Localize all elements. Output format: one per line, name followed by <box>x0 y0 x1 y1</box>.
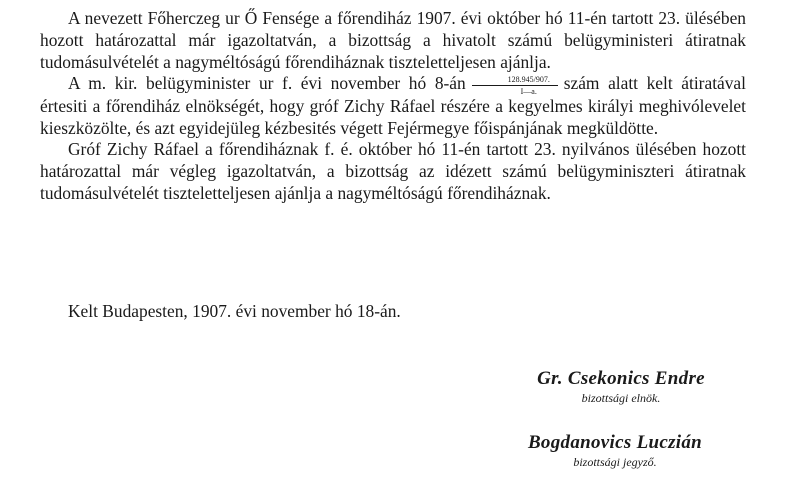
paragraph-3: Gróf Zichy Ráfael a főrendiháznak f. é. október hó 11-én tartott 23. nyilvános ülésében hozott határozattal már végleg igazoltatván, a bizottság az idézett számú belügyminiszteri átiratnak tudomásulvételét tiszteletteljesen ajánlja a nagyméltóságú főrendiháznak. <box>40 139 746 204</box>
signature-title: bizottsági jegyző. <box>573 455 657 469</box>
signature-name: Gr. Csekonics Endre <box>537 368 705 389</box>
reference-number-fraction <box>472 75 558 96</box>
signature-chairman <box>496 368 746 406</box>
fraction-numerator: 128.945/907. <box>472 75 558 86</box>
signature-title: bizottsági elnök. <box>581 391 661 405</box>
signature-name: Bogdanovics Luczián <box>527 432 703 453</box>
body-text <box>40 8 746 205</box>
paragraph-2-lead: A m. kir. belügyminister ur f. évi november hó 8-án <box>68 73 466 94</box>
fraction-denominator: I—a. <box>520 86 537 96</box>
signature-secretary <box>484 432 746 470</box>
paragraph-2-rest: szám alatt kelt átiratával értesiti a főrendiház elnökségét, hogy gróf Zichy Ráfael részére a kegyelmes királyi meghivólevelet kieszközölte, és azt egyidejüleg kézbesités végett Fejérmegye főispánjának megküldötte. <box>40 73 746 138</box>
paragraph-2 <box>40 73 746 139</box>
date-line: Kelt Budapesten, 1907. évi november hó 18-án. <box>68 301 401 321</box>
paragraph-1: A nevezett Főherczeg ur Ő Fensége a főrendiház 1907. évi október hó 11-én tartott 23. ülésében hozott határozattal már igazoltatván, a bizottság a hivatolt számú belügyministeri átiratnak tudomásulvételét a nagyméltóságú főrendiháznak tiszteletteljesen ajánlja. <box>40 8 746 72</box>
